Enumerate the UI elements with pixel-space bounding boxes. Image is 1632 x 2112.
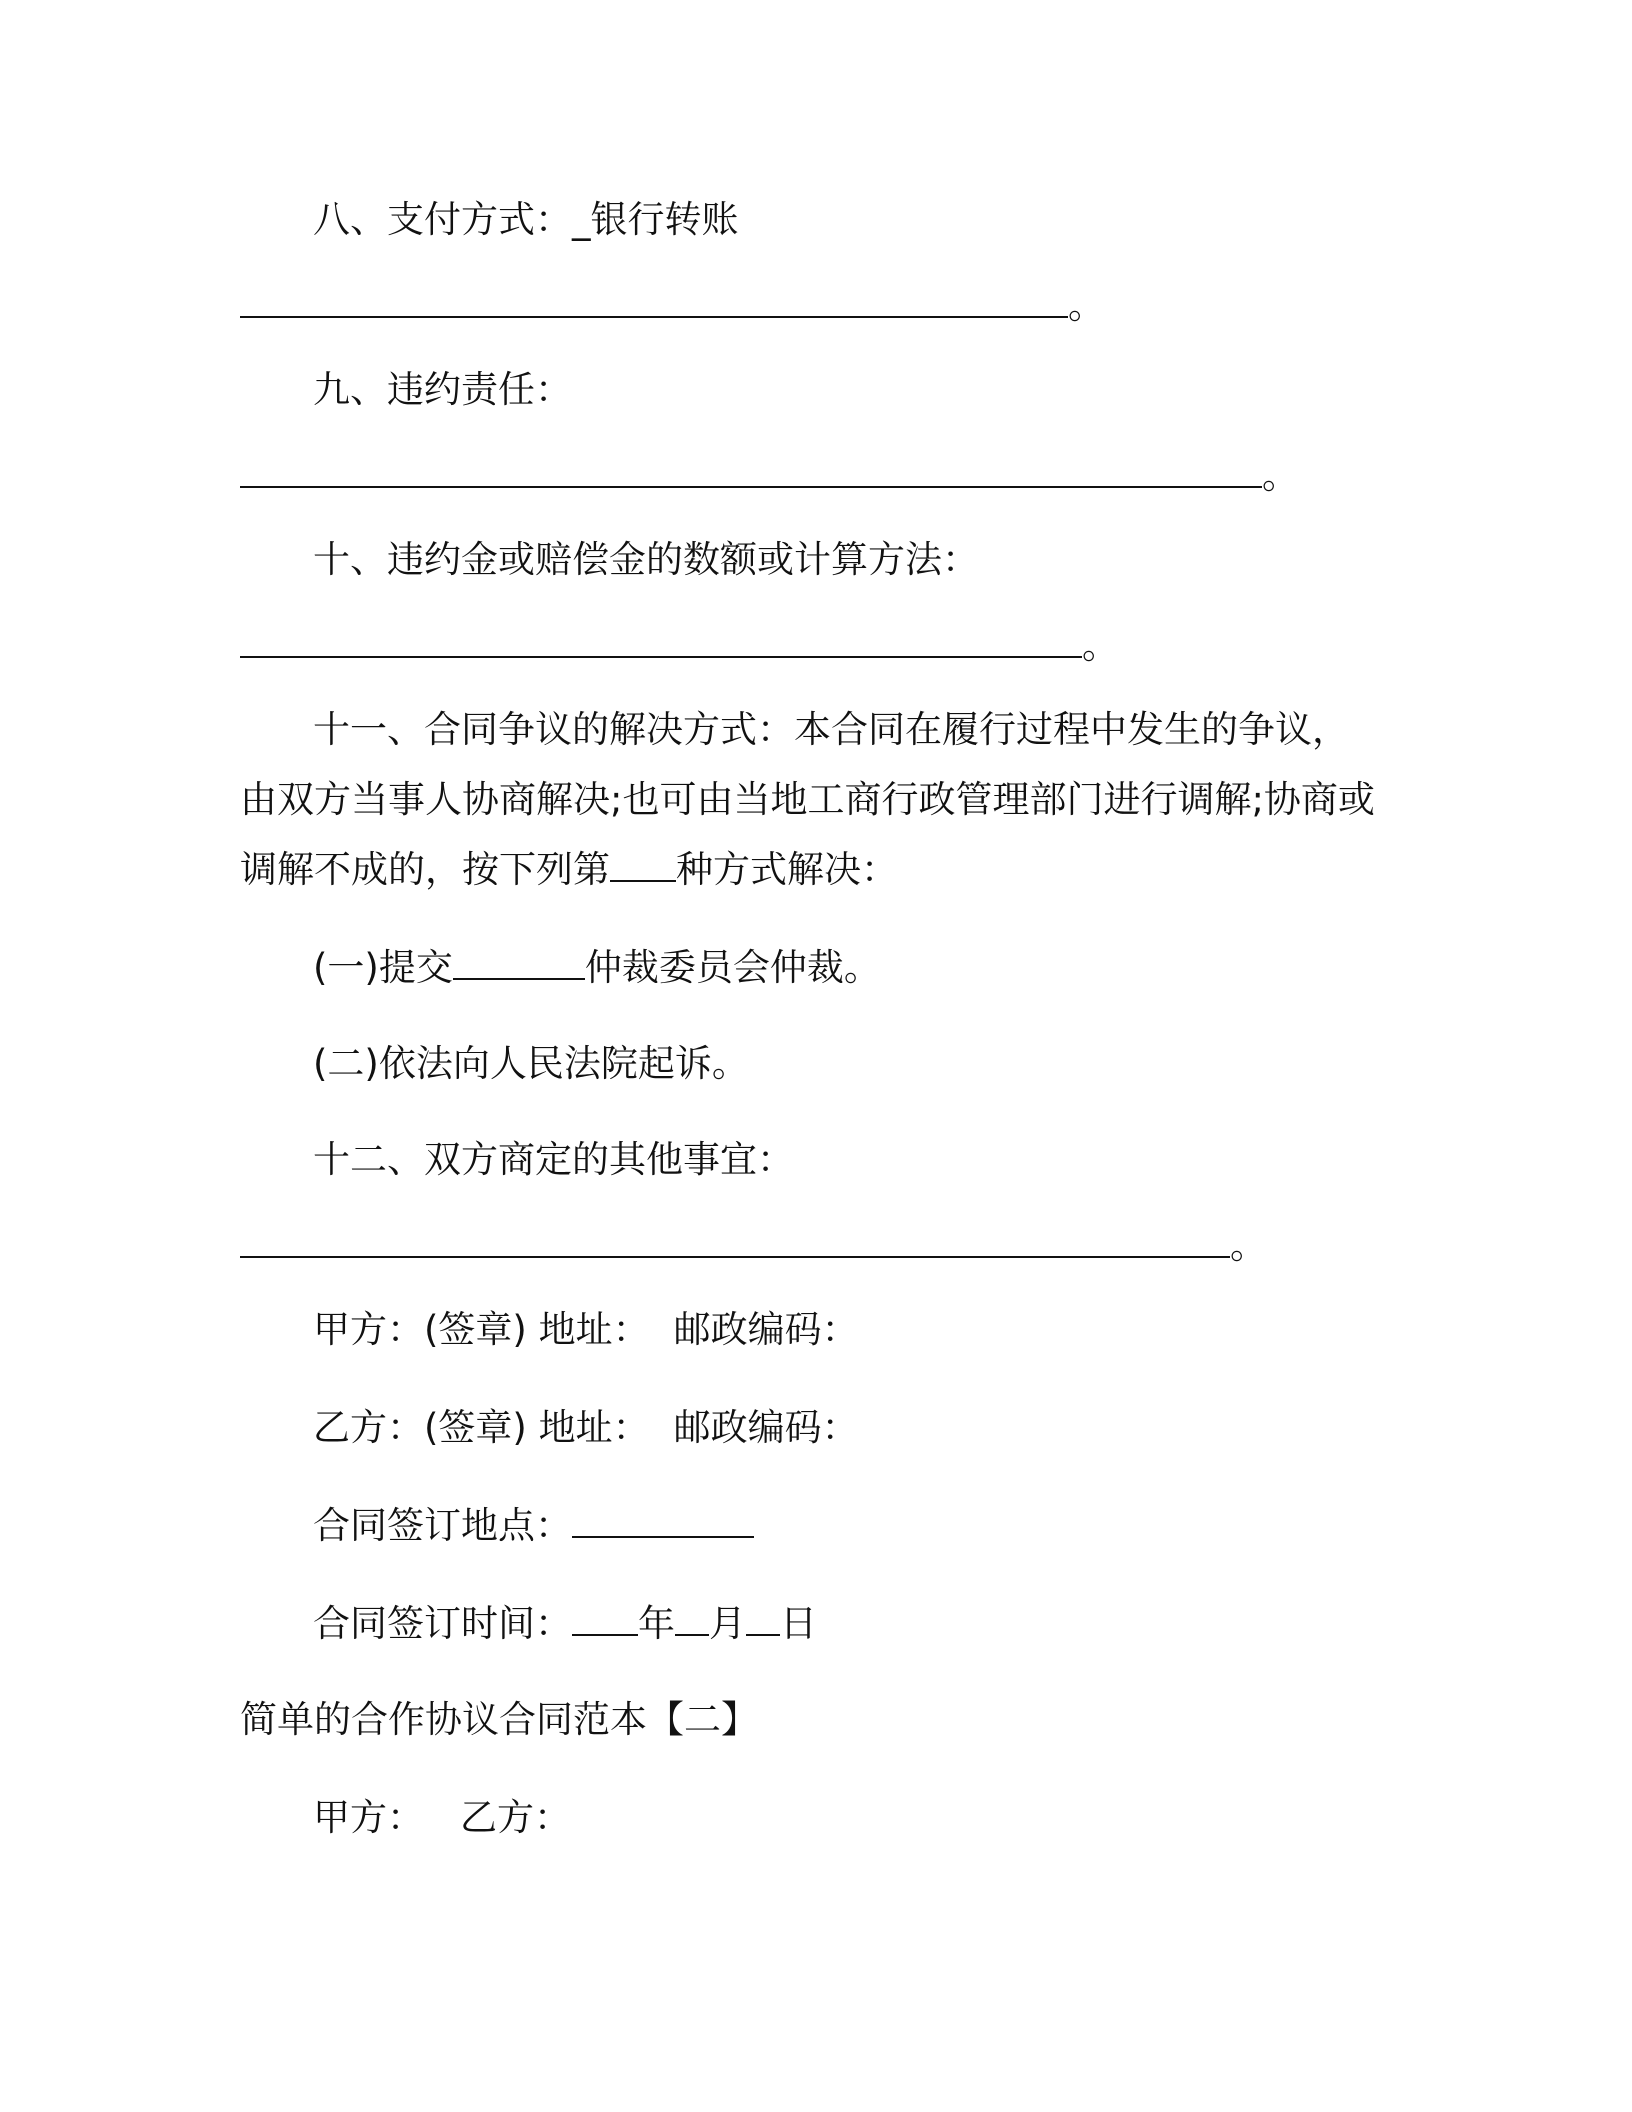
clause-other — [313, 1136, 794, 1184]
penalty-fill-line — [240, 622, 1119, 670]
clause-dispute-line1 — [313, 706, 1349, 754]
clause-payment-label: 八、支付方式： — [313, 198, 572, 241]
day-label: 日 — [780, 1602, 817, 1645]
party-b-label: 乙方：(签章) 地址： — [313, 1406, 650, 1449]
party-a-postal: 邮政编码： — [673, 1308, 859, 1351]
period: 。 — [1082, 624, 1119, 667]
option-arbitration-b: 仲裁委员会仲裁。 — [584, 946, 881, 989]
clause-dispute-text3a: 调解不成的，按下列第 — [240, 848, 610, 891]
blank-rule — [572, 1602, 638, 1636]
blank-rule — [240, 624, 1082, 658]
blank-rule — [240, 284, 1068, 318]
period: 。 — [1230, 1224, 1267, 1267]
clause-breach-label: 九、违约责任： — [313, 368, 572, 411]
signing-place — [313, 1502, 754, 1550]
breach-fill-line — [240, 452, 1299, 500]
period: 。 — [1068, 284, 1105, 327]
party-b-postal: 邮政编码： — [673, 1406, 859, 1449]
clause-penalty-label: 十、违约金或赔偿金的数额或计算方法： — [313, 538, 979, 581]
option-arbitration-a: (一)提交 — [313, 946, 453, 989]
payment-fill-line — [240, 282, 1105, 330]
clause-dispute-line2 — [240, 776, 1375, 824]
other-fill-line — [240, 1222, 1267, 1270]
blank-rule — [572, 1504, 754, 1538]
period: 。 — [1262, 454, 1299, 497]
clause-payment — [313, 196, 739, 244]
signature-party-b — [313, 1404, 859, 1452]
signature-party-a — [313, 1306, 859, 1354]
option-court — [313, 1040, 749, 1088]
signing-time-label: 合同签订时间： — [313, 1602, 572, 1645]
party-a-label: 甲方：(签章) 地址： — [313, 1308, 650, 1351]
year-label: 年 — [638, 1602, 675, 1645]
blank-rule — [240, 454, 1262, 488]
section2-heading-text: 简单的合作协议合同范本【二】 — [240, 1698, 758, 1741]
clause-breach — [313, 366, 572, 414]
clause-dispute-text2: 由双方当事人协商解决;也可由当地工商行政管理部门进行调解;协商或 — [240, 778, 1375, 821]
clause-dispute-line3 — [240, 846, 898, 894]
clause-payment-underscore: _ — [572, 198, 591, 241]
clause-other-label: 十二、双方商定的其他事宜： — [313, 1138, 794, 1181]
section2-heading — [240, 1696, 758, 1744]
section2-party-a: 甲方： — [313, 1796, 424, 1839]
clause-dispute-text1: 十一、合同争议的解决方式：本合同在履行过程中发生的争议， — [313, 708, 1349, 751]
option-arbitration — [313, 944, 881, 992]
clause-penalty — [313, 536, 979, 584]
option-court-text: (二)依法向人民法院起诉。 — [313, 1042, 749, 1085]
month-label: 月 — [709, 1602, 746, 1645]
blank-rule — [610, 848, 676, 882]
clause-payment-value: 银行转账 — [590, 198, 739, 241]
clause-dispute-text3b: 种方式解决： — [676, 848, 898, 891]
blank-rule — [746, 1602, 780, 1636]
blank-rule — [240, 1224, 1230, 1258]
section2-parties — [313, 1794, 571, 1842]
section2-party-b: 乙方： — [460, 1796, 571, 1839]
blank-rule — [675, 1602, 709, 1636]
signing-time — [313, 1600, 817, 1648]
signing-place-label: 合同签订地点： — [313, 1504, 572, 1547]
blank-rule — [453, 946, 585, 980]
